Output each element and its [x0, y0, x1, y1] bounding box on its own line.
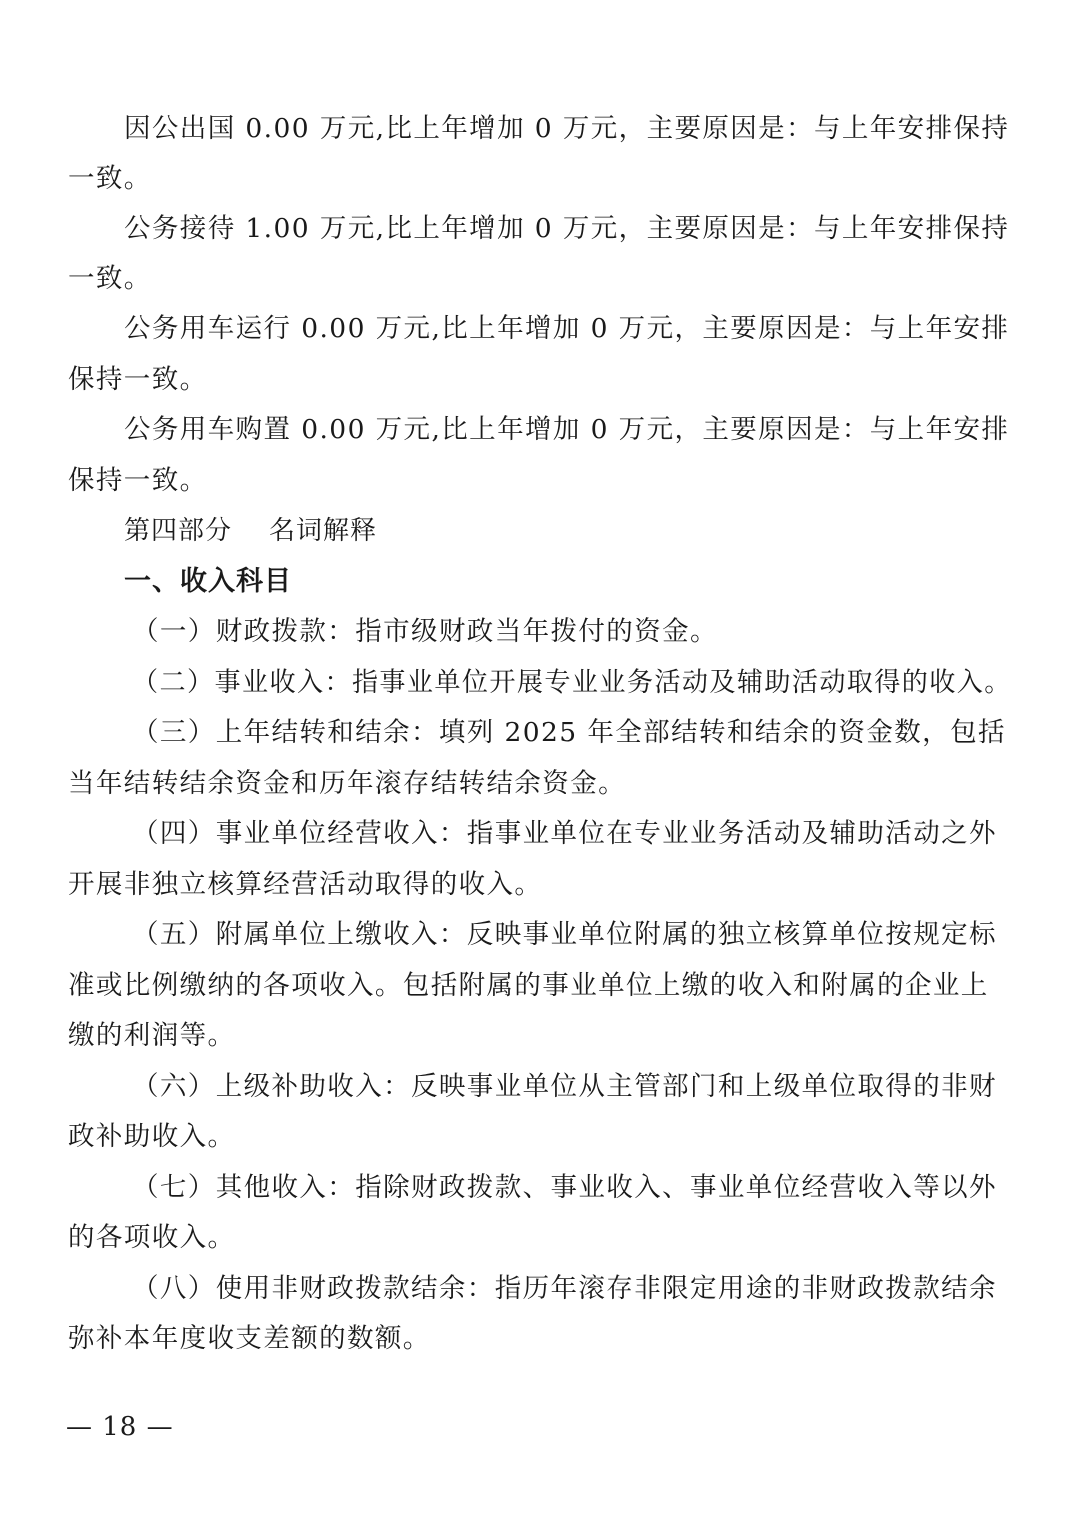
list-item: （五）附属单位上缴收入：反映事业单位附属的独立核算单位按规定标: [132, 919, 997, 950]
list-item-continuation: 缴的利润等。: [68, 1020, 236, 1051]
section-heading: 一、收入科目: [124, 566, 292, 597]
list-item-continuation: 准或比例缴纳的各项收入。包括附属的事业单位上缴的收入和附属的企业上: [68, 970, 989, 1001]
list-item: （七）其他收入：指除财政拨款、事业收入、事业单位经营收入等以外: [132, 1172, 997, 1203]
text-line: 公务接待 1.00 万元,比上年增加 0 万元，主要原因是：与上年安排保持: [124, 213, 1010, 244]
text-line: 一致。: [68, 263, 152, 294]
list-item-continuation: 开展非独立核算经营活动取得的收入。: [68, 869, 543, 900]
list-item: （一）财政拨款：指市级财政当年拨付的资金。: [132, 616, 718, 647]
list-item-continuation: 当年结转结余资金和历年滚存结转结余资金。: [68, 768, 626, 799]
list-item: （四）事业单位经营收入：指事业单位在专业业务活动及辅助活动之外: [132, 818, 997, 849]
list-item-continuation: 弥补本年度收支差额的数额。: [68, 1323, 431, 1354]
part-heading: 第四部分 名词解释: [124, 516, 378, 546]
list-item-continuation: 的各项收入。: [68, 1222, 236, 1253]
text-line: 因公出国 0.00 万元,比上年增加 0 万元，主要原因是：与上年安排保持: [124, 113, 1010, 144]
text-line: 保持一致。: [68, 364, 208, 395]
list-item: （六）上级补助收入：反映事业单位从主管部门和上级单位取得的非财: [132, 1071, 997, 1102]
list-item: （八）使用非财政拨款结余：指历年滚存非限定用途的非财政拨款结余: [132, 1273, 997, 1304]
list-item: （二）事业收入：指事业单位开展专业业务活动及辅助活动取得的收入。: [132, 667, 1012, 698]
text-line: 公务用车运行 0.00 万元,比上年增加 0 万元，主要原因是：与上年安排: [124, 313, 1010, 344]
text-line: 保持一致。: [68, 465, 208, 496]
text-line: 一致。: [68, 163, 152, 194]
list-item-continuation: 政补助收入。: [68, 1121, 236, 1152]
page-number: — 18 —: [66, 1412, 174, 1442]
text-line: 公务用车购置 0.00 万元,比上年增加 0 万元，主要原因是：与上年安排: [124, 414, 1010, 445]
list-item: （三）上年结转和结余：填列 2025 年全部结转和结余的资金数，包括: [132, 717, 1006, 748]
